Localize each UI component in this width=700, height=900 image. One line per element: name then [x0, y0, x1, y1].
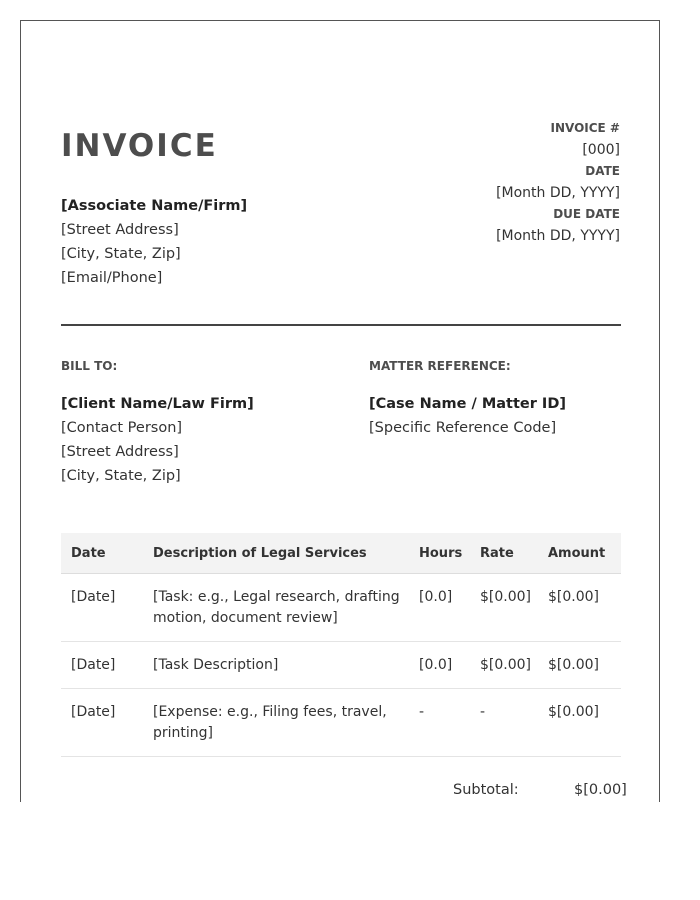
row-description: [Task: e.g., Legal research, drafting motion, document review] — [143, 574, 409, 642]
table-row — [61, 642, 621, 689]
row-date: [Date] — [61, 689, 143, 757]
table-row — [61, 574, 621, 642]
row-description: [Expense: e.g., Filing fees, travel, printing] — [143, 689, 409, 757]
row-rate: - — [470, 689, 538, 757]
column-header-description: Description of Legal Services — [143, 533, 409, 574]
matter-reference-label: MATTER REFERENCE: — [369, 359, 511, 373]
bill-to-label: BILL TO: — [61, 359, 118, 373]
column-header-hours: Hours — [409, 533, 470, 574]
matter-name: [Case Name / Matter ID] — [369, 396, 566, 412]
services-table — [61, 533, 621, 757]
row-rate: $[0.00] — [470, 574, 538, 642]
column-header-date: Date — [61, 533, 143, 574]
invoice-number-label: INVOICE # — [550, 121, 620, 135]
client-city: [City, State, Zip] — [61, 468, 181, 484]
invoice-date-value: [Month DD, YYYY] — [496, 184, 620, 201]
invoice-date-label: DATE — [585, 164, 620, 178]
due-date-value: [Month DD, YYYY] — [496, 227, 620, 244]
sender-city: [City, State, Zip] — [61, 246, 181, 262]
invoice-page — [20, 20, 660, 802]
invoice-number-value: [000] — [582, 141, 620, 158]
table-header-row — [61, 533, 621, 574]
row-description: [Task Description] — [143, 642, 409, 689]
matter-block — [369, 392, 566, 440]
row-amount: $[0.00] — [538, 689, 621, 757]
row-hours: [0.0] — [409, 642, 470, 689]
row-amount: $[0.00] — [538, 642, 621, 689]
client-street: [Street Address] — [61, 444, 179, 460]
sender-street: [Street Address] — [61, 222, 179, 238]
sender-block — [61, 194, 247, 290]
due-date-label: DUE DATE — [553, 207, 620, 221]
row-rate: $[0.00] — [470, 642, 538, 689]
client-contact: [Contact Person] — [61, 420, 183, 436]
column-header-rate: Rate — [470, 533, 538, 574]
row-amount: $[0.00] — [538, 574, 621, 642]
row-hours: - — [409, 689, 470, 757]
header-divider — [61, 324, 621, 326]
row-date: [Date] — [61, 642, 143, 689]
row-hours: [0.0] — [409, 574, 470, 642]
column-header-amount: Amount — [538, 533, 621, 574]
table-row — [61, 689, 621, 757]
subtotal-label: Subtotal: — [453, 782, 519, 798]
client-name: [Client Name/Law Firm] — [61, 396, 254, 412]
invoice-meta — [496, 118, 620, 247]
bill-to-block — [61, 392, 254, 488]
row-date: [Date] — [61, 574, 143, 642]
invoice-title: INVOICE — [61, 128, 218, 164]
matter-code: [Specific Reference Code] — [369, 420, 557, 436]
sender-name: [Associate Name/Firm] — [61, 198, 248, 214]
subtotal-value: $[0.00] — [574, 782, 627, 798]
sender-contact: [Email/Phone] — [61, 270, 163, 286]
